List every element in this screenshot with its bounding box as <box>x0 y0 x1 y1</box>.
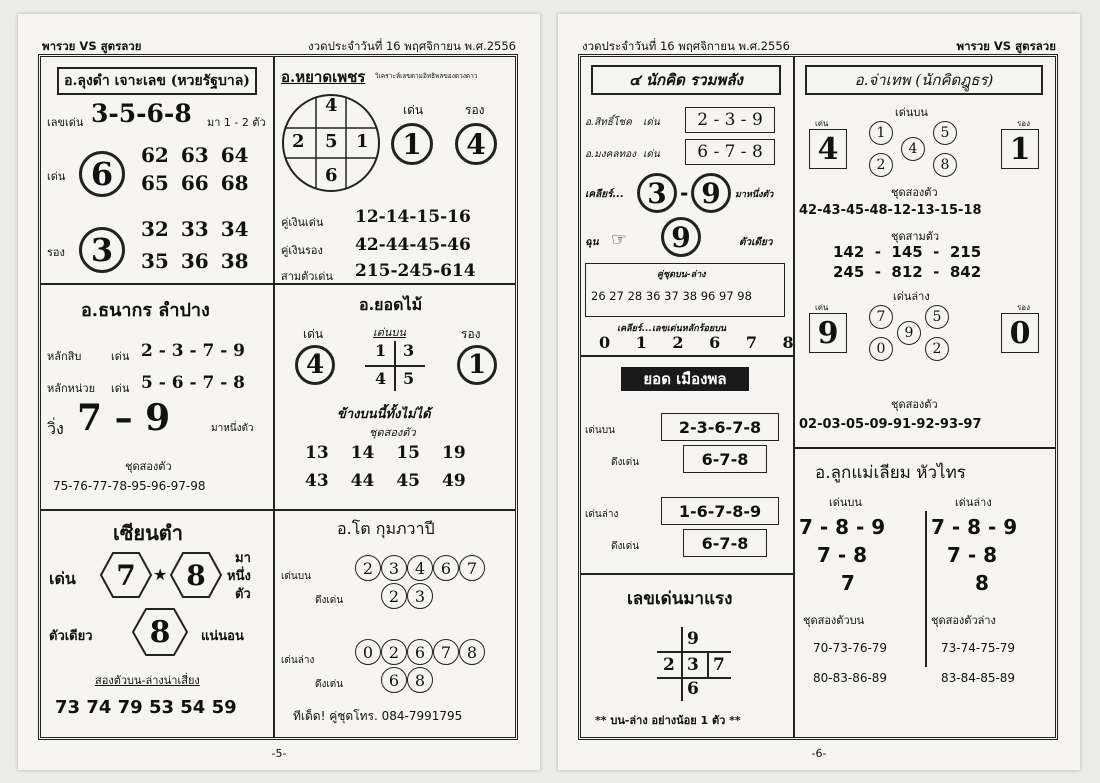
rong-big-circle: 3 <box>79 227 125 273</box>
number-circle: 2 <box>381 583 407 609</box>
number-circle: 0 <box>869 337 893 361</box>
yodmai-title: อ.ยอดไม้ <box>359 295 423 314</box>
right-frame <box>578 54 1058 740</box>
lukmae-section <box>795 449 1055 737</box>
row2-value: 5 - 6 - 7 - 8 <box>141 373 245 393</box>
page-number: -6- <box>811 747 827 760</box>
grid-cell: 5 <box>403 369 415 388</box>
row1-label: หลักสิบ <box>47 350 82 363</box>
den-number: 64 <box>220 143 249 167</box>
chud-number: 43 <box>305 471 329 491</box>
grid-left: 2 <box>292 131 305 152</box>
yodmai-section <box>275 285 515 509</box>
star-icon: ★ <box>153 565 168 584</box>
hundreds-label: เคลียร์...เลขเด่นหลักร้อยบน <box>617 324 727 334</box>
sure-label: ฉุน <box>585 237 599 248</box>
den-number: 66 <box>180 171 209 195</box>
number-circle: 6 <box>381 667 407 693</box>
upper-row: 7 - 8 <box>817 543 868 567</box>
number-circle: 6 <box>433 555 459 581</box>
header-date: งวดประจำวันที่ 16 พฤศจิกายน พ.ศ.2556 <box>582 39 790 53</box>
upper-label: เด่นบน <box>895 106 928 119</box>
to-section <box>275 511 515 737</box>
upper-chud: 70-73-76-79 <box>813 641 888 655</box>
lower-circles <box>355 639 485 665</box>
upper-label: เด่นบน <box>829 496 862 509</box>
to-title: อ.โต กุมภวาปี <box>337 519 435 538</box>
row1-value: 2 - 3 - 7 - 9 <box>141 341 245 361</box>
lower-label: เด่นล่าง <box>893 290 930 303</box>
clear-circle-a: 3 <box>637 173 677 213</box>
nakkit-den: เด่น <box>643 149 660 160</box>
ma-label: มา <box>235 551 251 566</box>
den-label: เด่น <box>303 327 324 341</box>
den-label: เด่น <box>49 569 76 588</box>
den-label: เด่น <box>403 103 424 117</box>
number-circle: 2 <box>869 153 893 177</box>
den-circle: 1 <box>391 123 433 165</box>
number-circle: 8 <box>407 667 433 693</box>
grid-line <box>707 653 709 677</box>
chud-number: 49 <box>442 471 466 491</box>
maraeng-section <box>581 575 793 737</box>
lungdam-title: อ.ลุงดำ เจาะเลข (หวยรัฐบาล) <box>57 67 257 95</box>
lower-chud-label: ชุดสองตัวล่าง <box>931 614 996 627</box>
number-circle: 7 <box>869 305 893 329</box>
two2-label: ชุดสองตัว <box>891 398 938 411</box>
number-circle: 2 <box>355 555 381 581</box>
two-label: ชุดสองตัว <box>891 186 938 199</box>
upper-ding-label: ดึงเด่น <box>611 457 640 468</box>
den-first: 7 <box>116 558 136 592</box>
grid-cell: 1 <box>375 341 387 360</box>
yardphet-row-value: 42-44-45-46 <box>355 235 471 255</box>
lower-ding <box>381 667 433 693</box>
lower-value: 1-6-7-8-9 <box>661 497 779 525</box>
pair-value: 26 27 28 36 37 38 96 97 98 <box>591 289 752 303</box>
rong-number: 36 <box>180 249 209 273</box>
lower-chud: 83-84-85-89 <box>941 671 1016 685</box>
jamthep-title: อ.จ่าเทพ (นักคิดฎูธร) <box>805 65 1043 95</box>
number-circle: 1 <box>869 121 893 145</box>
den-row-2 <box>141 171 249 195</box>
chud-number: 13 <box>305 443 329 463</box>
lead-suffix: มา 1 - 2 ตัว <box>207 116 266 129</box>
den-number: 63 <box>180 143 209 167</box>
lower-chud: 73-74-75-79 <box>941 641 1016 655</box>
three-row-2: 245 - 812 - 842 <box>833 263 982 281</box>
grid-center: 3 <box>687 655 699 675</box>
page-number: -5- <box>271 747 287 760</box>
yardphet-row-label: คู่เงินรอง <box>281 244 323 257</box>
nueng-label: หนึ่ง <box>227 569 251 584</box>
rong-label: รอง <box>1017 119 1031 128</box>
number-circle: 7 <box>433 639 459 665</box>
jamthep-section <box>795 57 1055 447</box>
lower-row: 7 - 8 - 9 <box>931 515 1018 539</box>
maraeng-footer: ** บน-ล่าง อย่างน้อย 1 ตัว ** <box>595 714 741 727</box>
sianta-title: เซียนตำ <box>113 521 184 545</box>
number-circle: 8 <box>459 639 485 665</box>
nakkit-name: อ.สิทธิ์โชค <box>585 117 632 128</box>
sianta-numbers: 73 74 79 53 54 59 <box>55 697 237 718</box>
column-divider <box>925 511 927 667</box>
cross-horizontal <box>365 365 425 367</box>
left-frame <box>38 54 518 740</box>
pointing-hand-icon: ☞ <box>611 229 628 250</box>
lungdam-section <box>41 57 273 283</box>
lower-den-box: 9 <box>809 313 847 353</box>
number-circle: 6 <box>407 639 433 665</box>
upper-label: เด่นบน <box>281 571 311 582</box>
upper-ding-label: ดึงเด่น <box>315 595 344 606</box>
grid-bottom: 6 <box>325 165 338 186</box>
yardphet-subtitle: วิเคราะห์เลขตามอิทธิพลของดวงดาว <box>375 72 478 80</box>
two-value: 42-43-45-48-12-13-15-18 <box>799 203 982 218</box>
tua-label: ตัว <box>235 587 251 602</box>
lead-label: เลขเด่น <box>47 116 84 129</box>
den-circle: 4 <box>295 345 335 385</box>
two2-value: 02-03-05-09-91-92-93-97 <box>799 417 982 432</box>
sianta-section <box>41 511 273 737</box>
number-circle: 2 <box>925 337 949 361</box>
grid-center: 5 <box>325 131 338 152</box>
den-label: เด่น <box>815 303 829 312</box>
rong-circle: 1 <box>457 345 497 385</box>
lower-ding: 6-7-8 <box>683 529 767 557</box>
den-label: เด่น <box>815 119 829 128</box>
rong-label: รอง <box>461 327 481 341</box>
wing-label: วิ่ง <box>47 419 64 438</box>
chud-number: 44 <box>350 471 375 491</box>
three-label: ชุดสามตัว <box>891 230 940 243</box>
rong-circle: 4 <box>455 123 497 165</box>
upper-circles <box>355 555 485 581</box>
chud-value: 75-76-77-78-95-96-97-98 <box>53 479 206 493</box>
chud-label: ชุดสองตัว <box>125 460 172 473</box>
number-circle: 2 <box>381 639 407 665</box>
yardphet-title: อ.หยาดเพชร <box>281 68 366 86</box>
den-number: 65 <box>141 171 169 195</box>
rong-number: 33 <box>180 217 209 241</box>
number-circle: 9 <box>897 321 921 345</box>
to-phone: ทีเด็ด! คู่ชุดโทร. 084-7991795 <box>293 709 463 723</box>
lead-digits: 3-5-6-8 <box>91 99 192 128</box>
upper-value: 2-3-6-7-8 <box>661 413 779 441</box>
grid-line <box>657 651 731 653</box>
den-row-1 <box>141 143 249 167</box>
rong-number: 38 <box>220 249 249 273</box>
upper-ding <box>381 583 433 609</box>
upper-row: 7 - 8 - 9 <box>799 515 886 539</box>
upper-den-box: 4 <box>809 129 847 169</box>
tagline: ข้างบนนี้ทั้งไม่ได้ <box>337 407 431 422</box>
yardphet-row-label: คู่เงินเด่น <box>281 216 324 229</box>
clear-suffix: มาหนึ่งตัว <box>735 190 774 200</box>
maraeng-title: เลขเด่นมาแรง <box>627 589 733 609</box>
upper-row: 7 <box>841 571 855 595</box>
yodmueang-section <box>581 357 793 573</box>
yodmai-row-2 <box>305 471 466 491</box>
nakkit-value: 2 - 3 - 9 <box>685 107 775 133</box>
den-label: เด่น <box>47 170 66 183</box>
nakkit-den: เด่น <box>643 117 660 128</box>
yardphet-row-value: 12-14-15-16 <box>355 207 471 227</box>
lower-label: เด่นล่าง <box>281 655 315 666</box>
number-circle: 7 <box>459 555 485 581</box>
grid-left: 2 <box>663 655 675 675</box>
den-big-circle: 6 <box>79 151 125 197</box>
upper-chud: 80-83-86-89 <box>813 671 888 685</box>
number-circle: 4 <box>407 555 433 581</box>
header-left: พารวย VS สูตรลวย <box>42 39 142 53</box>
rong-number: 34 <box>220 217 249 241</box>
nakkit-section <box>581 57 804 355</box>
nakkit-name: อ.มงคลทอง <box>585 149 636 160</box>
wing-suffix: มาหนึ่งตัว <box>211 423 254 434</box>
rong-number: 35 <box>141 249 169 273</box>
den-number: 68 <box>220 171 249 195</box>
chud-number: 19 <box>442 443 466 463</box>
grid-line <box>681 627 683 701</box>
den-second: 8 <box>186 558 206 592</box>
yardphet-row-value: 215-245-614 <box>355 261 476 281</box>
header-right: พารวย VS สูตรลวย <box>956 39 1056 53</box>
hundreds-value: 0 1 2 6 7 8 <box>599 333 804 352</box>
clear-label: เคลียร์... <box>585 189 624 200</box>
single-label: ตัวเดียว <box>49 629 93 644</box>
lower-ding-label: ดึงเด่น <box>315 679 344 690</box>
wing-value: 7 – 9 <box>77 397 171 439</box>
three-row-1: 142 - 145 - 215 <box>833 243 982 261</box>
nakkit-title: ๔ นักคิด รวมพลัง <box>591 65 781 95</box>
number-circle: 8 <box>933 153 957 177</box>
right-page <box>558 14 1080 770</box>
sure-suffix: ตัวเดียว <box>739 237 773 248</box>
pair-label: คู่ชุดบน-ล่าง <box>657 270 706 280</box>
thanakorn-section <box>41 285 273 509</box>
yardphet-row-label: สามตัวเด่น <box>281 270 333 283</box>
row2-label: หลักหน่วย <box>47 382 96 395</box>
rong-label: รอง <box>1017 303 1031 312</box>
nakkit-value: 6 - 7 - 8 <box>685 139 775 165</box>
thanakorn-title: อ.ธนากร ลำปาง <box>81 300 210 321</box>
upper-rong-box: 1 <box>1001 129 1039 169</box>
single-value: 8 <box>149 614 171 650</box>
dash-icon: - <box>680 181 689 205</box>
lower-label: เด่นล่าง <box>955 496 992 509</box>
chud-number: 14 <box>350 443 375 463</box>
upper-chud-label: ชุดสองตัวบน <box>803 614 865 627</box>
rong-label: รอง <box>47 246 65 259</box>
chud-number: 45 <box>396 471 421 491</box>
rong-row-1 <box>141 217 249 241</box>
grid-right: 7 <box>713 655 725 675</box>
row2-den: เด่น <box>111 382 130 395</box>
denbon-label: เด่นบน <box>373 326 406 339</box>
upper-ding: 6-7-8 <box>683 445 767 473</box>
upper-label: เด่นบน <box>585 425 615 436</box>
rong-label: รอง <box>465 103 485 117</box>
number-circle: 5 <box>925 305 949 329</box>
yodmueang-title: ยอด เมืองพล <box>621 367 749 391</box>
grid-cell: 3 <box>403 341 415 360</box>
grid-cell: 4 <box>375 369 387 388</box>
rong-number: 32 <box>141 217 169 241</box>
left-page <box>18 14 540 770</box>
lower-row: 8 <box>975 571 989 595</box>
number-circle: 0 <box>355 639 381 665</box>
header-date: งวดประจำวันที่ 16 พฤศจิกายน พ.ศ.2556 <box>308 39 516 53</box>
number-circle: 5 <box>933 121 957 145</box>
sure-circle: 9 <box>661 217 701 257</box>
yardphet-section <box>275 57 515 283</box>
lukmae-title: อ.ลูกแม่เลียม หัวไทร <box>815 463 966 483</box>
lower-label: เด่นล่าง <box>585 509 619 520</box>
yodmai-row-1 <box>305 443 466 463</box>
den-number: 62 <box>141 143 169 167</box>
chud-label: ชุดสองตัว <box>369 426 416 439</box>
rong-row-2 <box>141 249 249 273</box>
lower-row: 7 - 8 <box>947 543 998 567</box>
grid-right: 1 <box>356 131 369 152</box>
grid-top: 4 <box>325 95 338 116</box>
row1-den: เด่น <box>111 350 130 363</box>
chud-number: 15 <box>396 443 421 463</box>
number-circle: 4 <box>901 137 925 161</box>
lower-rong-box: 0 <box>1001 313 1039 353</box>
number-circle: 3 <box>381 555 407 581</box>
grid-top: 9 <box>687 629 699 649</box>
clear-circle-b: 9 <box>691 173 731 213</box>
sianta-note: สองตัวบน-ล่างน่าเสี่ยง <box>95 674 200 687</box>
lower-ding-label: ดึงเด่น <box>611 541 640 552</box>
grid-bottom: 6 <box>687 679 699 699</box>
number-circle: 3 <box>407 583 433 609</box>
sure-label: แน่นอน <box>201 629 244 644</box>
